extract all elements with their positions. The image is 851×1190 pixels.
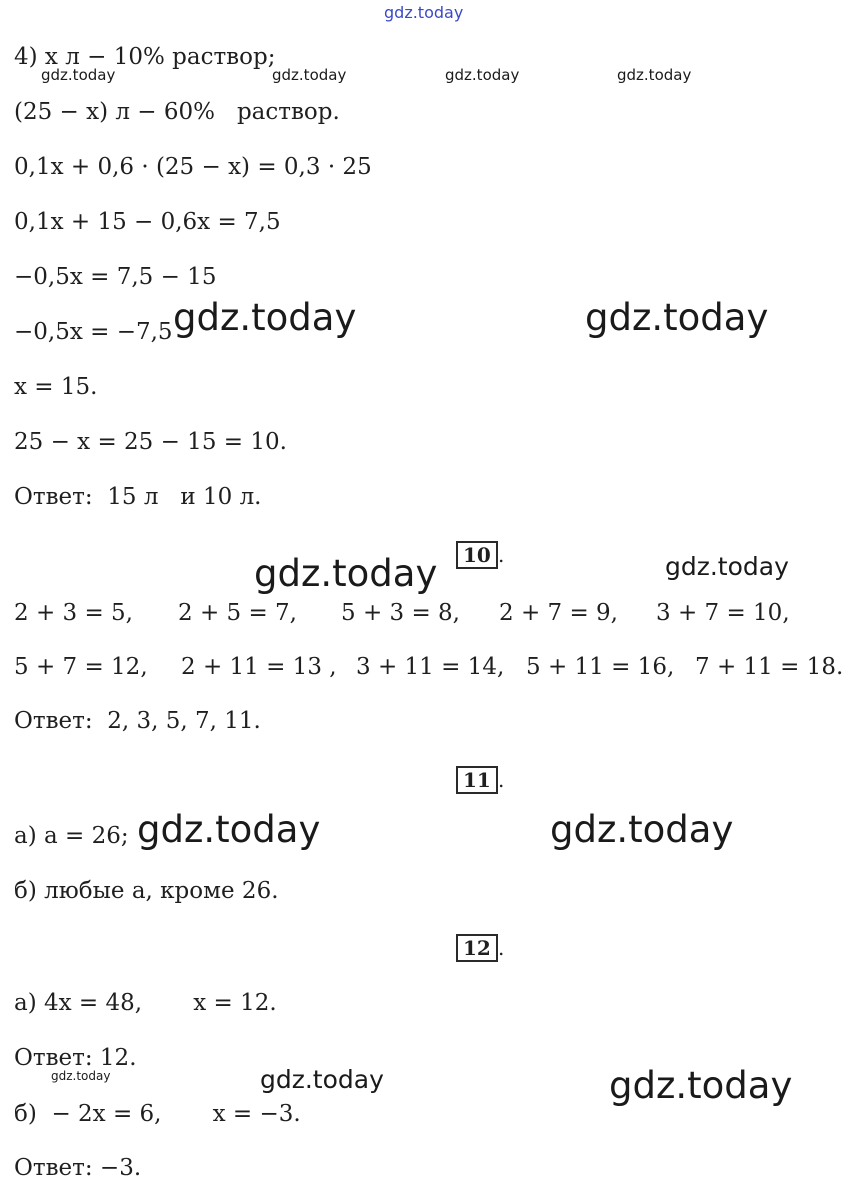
section12-a: а) 4x = 48, x = 12.: [14, 990, 277, 1016]
sum-3-11: 3 + 11 = 14,: [356, 654, 505, 680]
section11-a: а) a = 26;: [14, 823, 129, 849]
sum-5-3: 5 + 3 = 8,: [341, 600, 460, 626]
sum-5-11: 5 + 11 = 16,: [526, 654, 675, 680]
section11-b: б) любые a, кроме 26.: [14, 878, 279, 904]
watermark-big-2: gdz.today: [585, 296, 769, 339]
answer-10: Ответ: 2, 3, 5, 7, 11.: [14, 708, 261, 734]
sum-2-3: 2 + 3 = 5,: [14, 600, 133, 626]
section-dot-10: .: [498, 543, 505, 567]
solution-line-8: 25 − x = 25 − 15 = 10.: [14, 429, 287, 455]
watermark-top: gdz.today: [384, 3, 464, 22]
sum-3-7: 3 + 7 = 10,: [656, 600, 790, 626]
watermark-big-6: gdz.today: [609, 1064, 793, 1107]
watermark-big-1: gdz.today: [173, 296, 357, 339]
solution-line-2: (25 − x) л − 60% раствор.: [14, 99, 340, 125]
solution-line-5: −0,5x = 7,5 − 15: [14, 264, 217, 290]
section-number-12: 12: [456, 934, 498, 962]
section12-b-answer: Ответ: −3.: [14, 1155, 142, 1181]
watermark-small-1: gdz.today: [41, 66, 116, 84]
watermark-tiny-1: gdz.today: [51, 1069, 111, 1083]
watermark-small-3: gdz.today: [445, 66, 520, 84]
section-number-10: 10: [456, 541, 498, 569]
watermark-mid-2: gdz.today: [260, 1065, 384, 1094]
watermark-big-4: gdz.today: [137, 808, 321, 851]
sum-2-5: 2 + 5 = 7,: [178, 600, 297, 626]
watermark-small-4: gdz.today: [617, 66, 692, 84]
section-dot-11: .: [498, 768, 505, 792]
solution-line-4: 0,1x + 15 − 0,6x = 7,5: [14, 209, 281, 235]
watermark-small-2: gdz.today: [272, 66, 347, 84]
sum-2-7: 2 + 7 = 9,: [499, 600, 618, 626]
watermark-big-5: gdz.today: [550, 808, 734, 851]
sum-7-11: 7 + 11 = 18.: [695, 654, 844, 680]
watermark-mid-1: gdz.today: [665, 552, 789, 581]
section-dot-12: .: [498, 936, 505, 960]
section12-a-answer: Ответ: 12.: [14, 1045, 137, 1071]
solution-line-7: x = 15.: [14, 374, 98, 400]
answer-line: Ответ: 15 л и 10 л.: [14, 484, 262, 510]
section12-b: б) − 2x = 6, x = −3.: [14, 1101, 301, 1127]
sum-5-7: 5 + 7 = 12,: [14, 654, 148, 680]
section-number-11: 11: [456, 766, 498, 794]
sum-2-11: 2 + 11 = 13 ,: [181, 654, 337, 680]
solution-line-6: −0,5x = −7,5: [14, 319, 173, 345]
solution-line-3: 0,1x + 0,6 · (25 − x) = 0,3 · 25: [14, 154, 372, 180]
watermark-big-3: gdz.today: [254, 552, 438, 595]
solution-line-1: 4) x л − 10% раствор;: [14, 44, 276, 70]
